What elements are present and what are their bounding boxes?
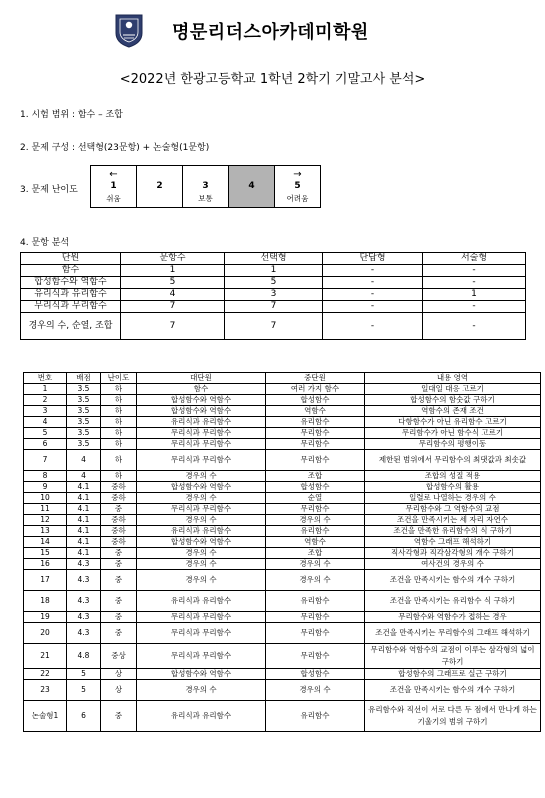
item-table-cell: 합성함수와 역함수 [137, 406, 266, 417]
item-table-cell: 하 [101, 406, 137, 417]
item-table-row [24, 570, 541, 591]
document-title: <2022년 한광고등학교 1학년 2학기 기말고사 분석> [119, 72, 426, 87]
item-table-row [24, 471, 541, 482]
item-table-cell: 4.1 [67, 537, 101, 548]
section-exam-scope: 1. 시험 범위 : 함수 – 조합 [20, 110, 123, 120]
item-table-cell: 유리함수 [266, 701, 365, 732]
item-table-cell: 경우의 수 [266, 559, 365, 570]
item-table-cell: 경우의 수 [137, 471, 266, 482]
item-table-cell: 15 [24, 548, 67, 559]
item-table-cell: 함수 [137, 384, 266, 395]
item-table-cell: 20 [24, 623, 67, 644]
item-table-cell: 합성함수의 그래프로 실근 구하기 [365, 669, 541, 680]
item-table-cell: 조건을 만족시키는 무리함수의 그래프 해석하기 [365, 623, 541, 644]
item-table-cell: 조건을 만족시키는 함수의 개수 구하기 [365, 680, 541, 701]
academy-name: 명문리더스아카데미학원 [172, 22, 369, 43]
section-analysis: 4. 문항 분석 [20, 238, 70, 248]
item-table-cell: 논술형1 [24, 701, 67, 732]
item-table-cell: 중상 [101, 644, 137, 669]
unit-table-cell: 유리식과 유리함수 [21, 289, 121, 301]
item-table-cell: 중 [101, 548, 137, 559]
item-table-cell: 1 [24, 384, 67, 395]
unit-table-cell: 7 [121, 313, 225, 340]
item-table-cell: 16 [24, 559, 67, 570]
item-table-cell: 3 [24, 406, 67, 417]
item-table-cell: 합성함수와 역함수 [137, 669, 266, 680]
item-table-cell: 경우의 수 [266, 570, 365, 591]
unit-table-row [21, 265, 526, 277]
item-table-row [24, 493, 541, 504]
item-table-cell: 4.1 [67, 493, 101, 504]
item-table-row [24, 526, 541, 537]
item-table-cell: 합성함수와 역함수 [137, 482, 266, 493]
unit-table-cell: 1 [121, 265, 225, 277]
item-table-cell: 2 [24, 395, 67, 406]
unit-table-row [21, 301, 526, 313]
section-difficulty: 3. 문제 난이도 [20, 185, 78, 195]
item-table-cell: 무리함수가 아닌 함수식 고르기 [365, 428, 541, 439]
item-table-cell: 유리함수 [266, 526, 365, 537]
unit-table-cell: 7 [121, 301, 225, 313]
item-table-row [24, 439, 541, 450]
item-table-cell: 합성함수의 활용 [365, 482, 541, 493]
unit-table-cell: - [423, 277, 526, 289]
difficulty-level-1: ← 1 쉬움 [91, 166, 137, 208]
unit-table-row [21, 313, 526, 340]
item-table-cell: 무리함수 [266, 428, 365, 439]
item-table-cell: 5 [24, 428, 67, 439]
item-table-cell: 17 [24, 570, 67, 591]
item-table-header: 중단원 [266, 373, 365, 384]
item-table-cell: 무리함수 [266, 504, 365, 515]
item-table-row [24, 504, 541, 515]
difficulty-level-2: 2 [137, 166, 183, 208]
item-table-cell: 5 [67, 669, 101, 680]
item-table-cell: 6 [67, 701, 101, 732]
item-table-cell: 합성함수 [266, 395, 365, 406]
item-table-cell: 19 [24, 612, 67, 623]
item-table-row [24, 623, 541, 644]
item-table-row [24, 680, 541, 701]
item-table-cell: 13 [24, 526, 67, 537]
item-table-cell: 중 [101, 504, 137, 515]
item-table-row [24, 644, 541, 669]
item-table-cell: 4 [67, 450, 101, 471]
unit-summary-table [20, 252, 526, 340]
item-table-cell: 일대일 대응 고르기 [365, 384, 541, 395]
item-table-cell: 22 [24, 669, 67, 680]
item-table-cell: 합성함수의 함숫값 구하기 [365, 395, 541, 406]
difficulty-level-3: 3 보통 [183, 166, 229, 208]
item-table-cell: 무리식과 무리함수 [137, 439, 266, 450]
item-table-row [24, 417, 541, 428]
item-table-cell: 경우의 수 [137, 548, 266, 559]
unit-table-cell: 4 [121, 289, 225, 301]
item-table-row [24, 701, 541, 732]
item-table-cell: 11 [24, 504, 67, 515]
difficulty-level-5: → 5 어려움 [275, 166, 321, 208]
item-table-cell: 21 [24, 644, 67, 669]
item-table-header: 내용 영역 [365, 373, 541, 384]
item-table-row [24, 612, 541, 623]
item-table-cell: 유리식과 유리함수 [137, 417, 266, 428]
item-table-cell: 3.5 [67, 406, 101, 417]
item-table-cell: 경우의 수 [137, 680, 266, 701]
unit-table-row [21, 289, 526, 301]
item-table-cell: 23 [24, 680, 67, 701]
item-table-cell: 여사건의 경우의 수 [365, 559, 541, 570]
unit-table-header: 문항수 [121, 253, 225, 265]
item-table-cell: 18 [24, 591, 67, 612]
item-table-row [24, 548, 541, 559]
item-table-cell: 여러 가지 함수 [266, 384, 365, 395]
item-table-cell: 14 [24, 537, 67, 548]
item-table-header: 번호 [24, 373, 67, 384]
item-table-cell: 무리함수 [266, 644, 365, 669]
item-table-cell: 중하 [101, 515, 137, 526]
item-table-cell: 역함수 [266, 537, 365, 548]
item-table-cell: 합성함수 [266, 669, 365, 680]
item-table-header: 대단원 [137, 373, 266, 384]
item-table-row [24, 482, 541, 493]
item-table-cell: 조합 [266, 548, 365, 559]
item-table-cell: 8 [24, 471, 67, 482]
unit-table-cell: 3 [225, 289, 323, 301]
item-table-cell: 5 [67, 680, 101, 701]
unit-table-cell: 함수 [21, 265, 121, 277]
item-table-cell: 3.5 [67, 439, 101, 450]
unit-table-cell: 5 [225, 277, 323, 289]
item-table-header: 난이도 [101, 373, 137, 384]
section-composition: 2. 문제 구성 : 선택형(23문항) + 논술형(1문항) [20, 143, 210, 153]
unit-table-cell: - [323, 265, 423, 277]
item-table-cell: 무리함수 [266, 450, 365, 471]
unit-table-cell: 7 [225, 313, 323, 340]
item-table-cell: 3.5 [67, 428, 101, 439]
unit-table-cell: 무리식과 무리함수 [21, 301, 121, 313]
item-table-cell: 경우의 수 [137, 515, 266, 526]
item-table-cell: 무리함수와 역함수가 접하는 경우 [365, 612, 541, 623]
item-table-cell: 중 [101, 612, 137, 623]
item-table-cell: 무리식과 무리함수 [137, 428, 266, 439]
item-table-cell: 중하 [101, 482, 137, 493]
item-table-cell: 중 [101, 559, 137, 570]
unit-table-cell: - [323, 313, 423, 340]
item-table-row [24, 515, 541, 526]
item-table-cell: 경우의 수 [137, 570, 266, 591]
item-table-cell: 유리식과 유리함수 [137, 526, 266, 537]
item-table-cell: 하 [101, 428, 137, 439]
item-table-cell: 4 [24, 417, 67, 428]
item-table-cell: 4.1 [67, 504, 101, 515]
item-table-cell: 4.1 [67, 526, 101, 537]
item-table-cell: 무리함수의 평행이동 [365, 439, 541, 450]
item-table-cell: 중 [101, 701, 137, 732]
unit-table-header: 단원 [21, 253, 121, 265]
item-table-cell: 무리함수 [266, 612, 365, 623]
item-table-cell: 4.3 [67, 612, 101, 623]
item-table-cell: 무리함수 [266, 623, 365, 644]
unit-table-row [21, 277, 526, 289]
item-table-cell: 상 [101, 669, 137, 680]
unit-table-cell: 경우의 수, 순열, 조합 [21, 313, 121, 340]
unit-table-cell: - [423, 301, 526, 313]
item-table-cell: 조건을 만족시키는 유리함수 식 구하기 [365, 591, 541, 612]
item-table-cell: 4.3 [67, 559, 101, 570]
item-table-cell: 10 [24, 493, 67, 504]
item-table-cell: 역함수 그래프 해석하기 [365, 537, 541, 548]
unit-table-cell: - [323, 289, 423, 301]
item-table-cell: 4.8 [67, 644, 101, 669]
item-table-cell: 무리식과 무리함수 [137, 644, 266, 669]
item-table-cell: 조건을 만족시키는 세 자리 자연수 [365, 515, 541, 526]
unit-table-cell: - [323, 301, 423, 313]
unit-table-header: 선택형 [225, 253, 323, 265]
item-table-cell: 4.1 [67, 548, 101, 559]
item-table-cell: 유리함수 [266, 417, 365, 428]
item-table-cell: 4.3 [67, 570, 101, 591]
unit-table-cell: 7 [225, 301, 323, 313]
item-table-cell: 조건을 만족한 유리함수의 식 구하기 [365, 526, 541, 537]
item-table-cell: 중하 [101, 526, 137, 537]
item-table-cell: 중하 [101, 493, 137, 504]
unit-table-cell: - [423, 313, 526, 340]
item-table-cell: 7 [24, 450, 67, 471]
item-table-cell: 하 [101, 384, 137, 395]
academy-logo-icon [114, 13, 144, 49]
item-table-cell: 조합의 성질 적용 [365, 471, 541, 482]
item-table-cell: 경우의 수 [266, 515, 365, 526]
item-table-cell: 유리함수와 직선이 서로 다른 두 점에서 만나게 하는 기울기의 범위 구하기 [365, 701, 541, 732]
item-table-cell: 3.5 [67, 384, 101, 395]
unit-table-cell: 5 [121, 277, 225, 289]
item-table-cell: 중하 [101, 537, 137, 548]
item-table-cell: 무리함수와 역함수의 교점이 이루는 삼각형의 넓이 구하기 [365, 644, 541, 669]
item-table-row [24, 384, 541, 395]
item-table-cell: 합성함수 [266, 482, 365, 493]
item-table-cell: 무리함수와 그 역함수의 교점 [365, 504, 541, 515]
item-table-row [24, 591, 541, 612]
item-table-cell: 12 [24, 515, 67, 526]
item-table-cell: 역함수 [266, 406, 365, 417]
item-table-cell: 순열 [266, 493, 365, 504]
item-table-cell: 일렬로 나열하는 경우의 수 [365, 493, 541, 504]
item-table-row [24, 537, 541, 548]
unit-table-header: 서술형 [423, 253, 526, 265]
item-table-cell: 중 [101, 591, 137, 612]
item-table-cell: 경우의 수 [137, 493, 266, 504]
item-table-cell: 4.3 [67, 591, 101, 612]
item-table-cell: 유리식과 유리함수 [137, 701, 266, 732]
item-table-cell: 합성함수와 역함수 [137, 395, 266, 406]
item-table-cell: 하 [101, 450, 137, 471]
item-table-cell: 4.1 [67, 515, 101, 526]
item-table-cell: 다항함수가 아닌 유리함수 고르기 [365, 417, 541, 428]
item-table-cell: 3.5 [67, 395, 101, 406]
item-table-cell: 조건을 만족시키는 함수의 개수 구하기 [365, 570, 541, 591]
unit-table-cell: 1 [225, 265, 323, 277]
item-table-cell: 직사각형과 직각삼각형의 개수 구하기 [365, 548, 541, 559]
item-table-cell: 상 [101, 680, 137, 701]
item-table-row [24, 406, 541, 417]
item-table-cell: 역함수의 존재 조건 [365, 406, 541, 417]
item-table-cell: 6 [24, 439, 67, 450]
item-table-cell: 하 [101, 439, 137, 450]
item-table-cell: 경우의 수 [266, 680, 365, 701]
item-table-row [24, 428, 541, 439]
unit-table-cell: 합성함수와 역함수 [21, 277, 121, 289]
item-table-cell: 유리식과 유리함수 [137, 591, 266, 612]
item-table-header: 배점 [67, 373, 101, 384]
difficulty-scale [90, 165, 321, 208]
item-table-cell: 유리함수 [266, 591, 365, 612]
item-table-cell: 하 [101, 395, 137, 406]
item-table-row [24, 559, 541, 570]
item-table-cell: 4 [67, 471, 101, 482]
item-table-cell: 중 [101, 570, 137, 591]
unit-table-header: 단답형 [323, 253, 423, 265]
item-table-cell: 조합 [266, 471, 365, 482]
item-table-cell: 중 [101, 623, 137, 644]
item-table-row [24, 395, 541, 406]
difficulty-level-4: 4 [229, 166, 275, 208]
page-header [0, 0, 545, 62]
item-table-cell: 무리함수 [266, 439, 365, 450]
item-table-cell: 9 [24, 482, 67, 493]
unit-table-cell: 1 [423, 289, 526, 301]
item-table-cell: 경우의 수 [137, 559, 266, 570]
unit-table-cell: - [323, 277, 423, 289]
item-table-row [24, 450, 541, 471]
item-analysis-table [23, 372, 541, 732]
item-table-cell: 무리식과 무리함수 [137, 504, 266, 515]
left-arrow-icon: ← [109, 169, 118, 181]
item-table-cell: 무리식과 무리함수 [137, 623, 266, 644]
item-table-cell: 합성함수와 역함수 [137, 537, 266, 548]
unit-table-cell: - [423, 265, 526, 277]
item-table-cell: 4.3 [67, 623, 101, 644]
item-table-cell: 3.5 [67, 417, 101, 428]
item-table-cell: 4.1 [67, 482, 101, 493]
item-table-row [24, 669, 541, 680]
item-table-cell: 하 [101, 417, 137, 428]
right-arrow-icon: → [293, 169, 302, 181]
item-table-cell: 무리식과 무리함수 [137, 450, 266, 471]
item-table-cell: 하 [101, 471, 137, 482]
item-table-cell: 무리식과 무리함수 [137, 612, 266, 623]
item-table-cell: 제한된 범위에서 무리함수의 최댓값과 최솟값 [365, 450, 541, 471]
